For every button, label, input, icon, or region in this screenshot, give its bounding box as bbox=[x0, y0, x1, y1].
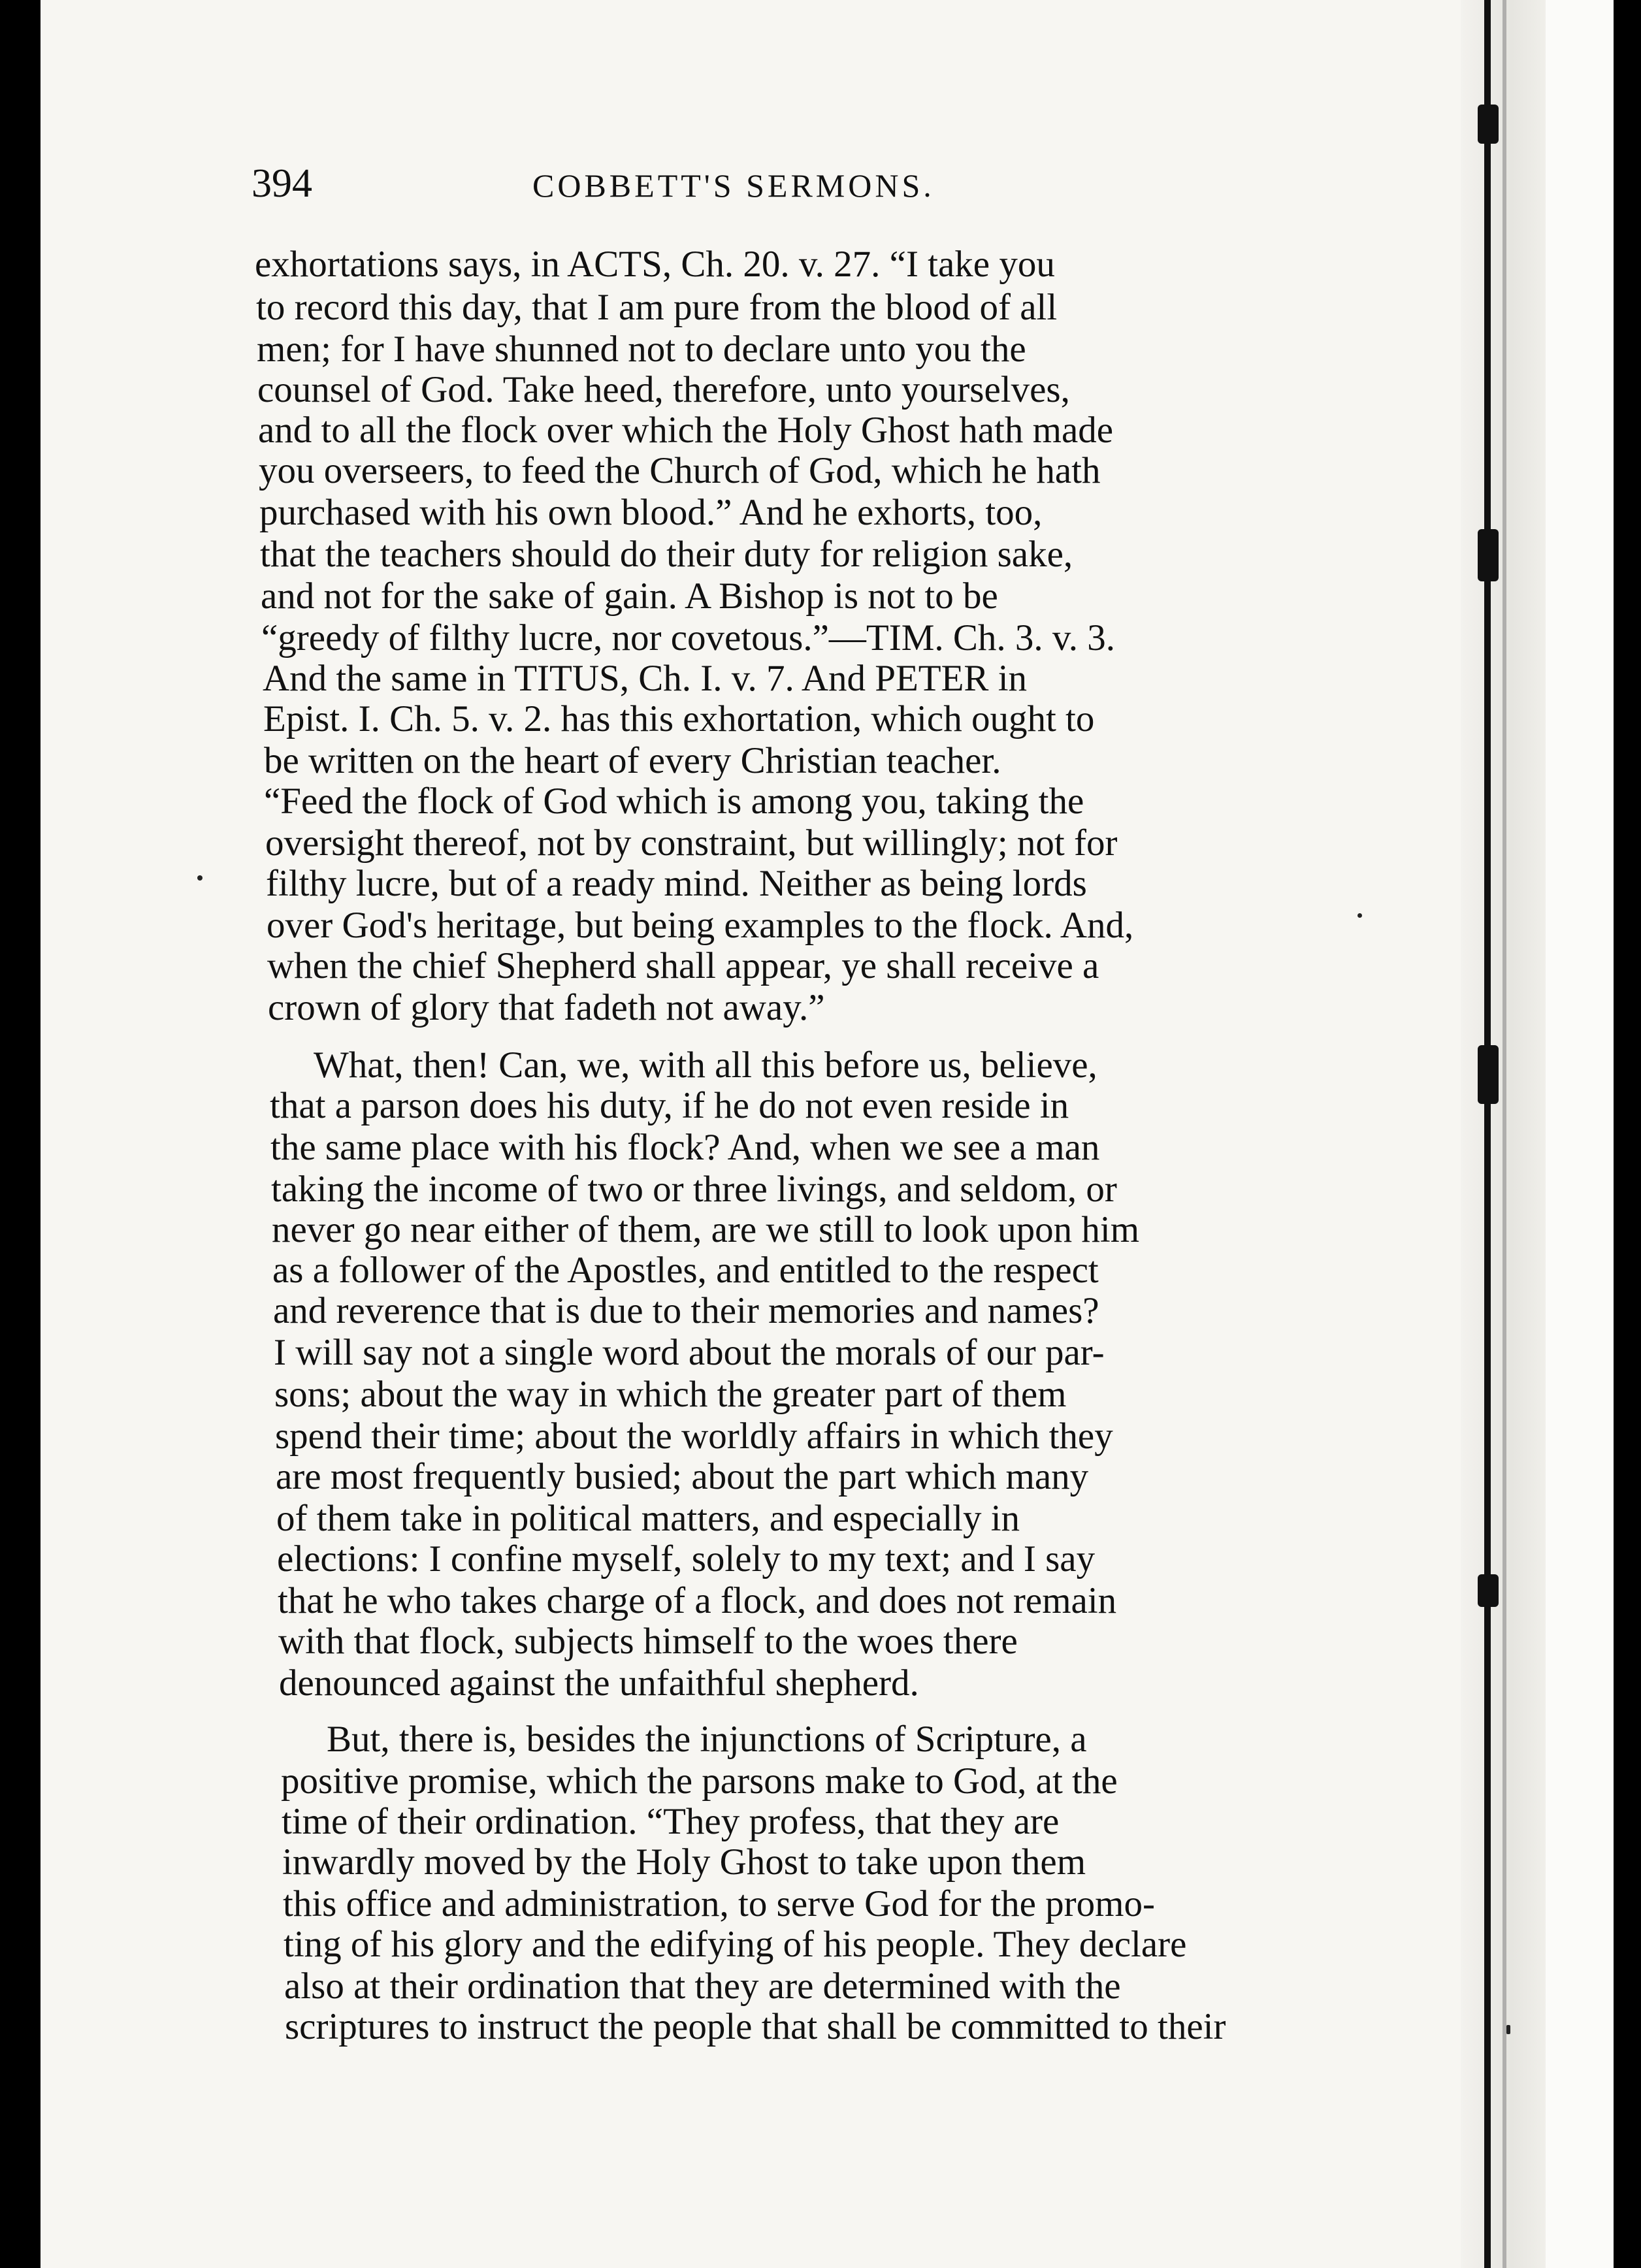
text-line: crown of glory that fadeth not away.” bbox=[268, 987, 825, 1028]
text-line: I will say not a single word about the morals of our par- bbox=[274, 1332, 1105, 1373]
text-line: never go near either of them, are we still to look upon him bbox=[272, 1209, 1140, 1250]
text-line: counsel of God. Take heed, therefore, unto yourselves, bbox=[257, 369, 1070, 410]
text-line: to record this day, that I am pure from the blood of all bbox=[256, 287, 1058, 328]
text-line: be written on the heart of every Christian teacher. bbox=[264, 740, 1001, 781]
binding-stitch bbox=[1478, 1574, 1499, 1607]
text-line: purchased with his own blood.” And he exhorts, too, bbox=[259, 492, 1043, 533]
text-line: this office and administration, to serve God for the promo- bbox=[283, 1883, 1155, 1924]
text-line: you overseers, to feed the Church of God, which he hath bbox=[259, 450, 1101, 491]
text-line: And the same in TITUS, Ch. I. v. 7. And PETER in bbox=[263, 658, 1028, 699]
text-line: and not for the sake of gain. A Bishop is not to be bbox=[261, 575, 998, 617]
ink-speck bbox=[197, 875, 203, 881]
facing-page-edge bbox=[1546, 0, 1614, 2268]
text-line: with that flock, subjects himself to the woes there bbox=[278, 1621, 1018, 1662]
text-line: over God's heritage, but being examples to the flock. And, bbox=[267, 905, 1134, 946]
text-line: denounced against the unfaithful shepherd. bbox=[279, 1662, 919, 1704]
page-number: 394 bbox=[252, 161, 312, 206]
text-line: sons; about the way in which the greater part of them bbox=[274, 1374, 1067, 1415]
text-line: of them take in political matters, and especially in bbox=[276, 1498, 1020, 1539]
ink-speck bbox=[1357, 913, 1362, 918]
text-line: oversight thereof, not by constraint, but willingly; not for bbox=[265, 822, 1118, 864]
text-line: and to all the flock over which the Holy Ghost hath made bbox=[258, 410, 1114, 451]
binding-stitch bbox=[1478, 1045, 1499, 1104]
text-line: filthy lucre, but of a ready mind. Neither as being lords bbox=[266, 863, 1087, 904]
text-line: “Feed the flock of God which is among you, taking the bbox=[264, 781, 1084, 822]
page-header bbox=[252, 154, 1349, 226]
text-line: time of their ordination. “They profess, that they are bbox=[282, 1801, 1060, 1842]
text-line: men; for I have shunned not to declare unto you the bbox=[257, 329, 1026, 370]
text-line: as a follower of the Apostles, and entitled to the respect bbox=[272, 1250, 1099, 1291]
text-line: also at their ordination that they are determined with the bbox=[284, 1966, 1121, 2007]
text-line: that a parson does his duty, if he do not even reside in bbox=[270, 1085, 1069, 1126]
text-line: positive promise, which the parsons make to God, at the bbox=[281, 1760, 1118, 1802]
text-line: But, there is, besides the injunctions of Scripture, a bbox=[327, 1719, 1087, 1760]
text-line: “greedy of filthy lucre, nor covetous.”—TIM. Ch. 3. v. 3. bbox=[261, 617, 1115, 658]
text-line: What, then! Can, we, with all this before us, believe, bbox=[314, 1045, 1097, 1086]
gutter-shadow-line bbox=[1484, 0, 1491, 2268]
text-line: elections: I confine myself, solely to my text; and I say bbox=[277, 1538, 1096, 1580]
text-line: when the chief Shepherd shall appear, ye shall receive a bbox=[267, 945, 1099, 986]
binding-stitch bbox=[1478, 529, 1499, 581]
text-line: Epist. I. Ch. 5. v. 2. has this exhortation, which ought to bbox=[263, 698, 1095, 739]
gutter-fold-line bbox=[1503, 0, 1506, 2268]
text-line: are most frequently busied; about the part which many bbox=[276, 1456, 1089, 1497]
text-line: exhortations says, in ACTS, Ch. 20. v. 27. “I take you bbox=[255, 244, 1055, 285]
running-head: COBBETT'S SERMONS. bbox=[532, 167, 935, 204]
text-line: that the teachers should do their duty for religion sake, bbox=[260, 534, 1073, 575]
text-line: spend their time; about the worldly affairs in which they bbox=[275, 1416, 1113, 1457]
text-line: taking the income of two or three livings, and seldom, or bbox=[271, 1169, 1117, 1210]
text-line: the same place with his flock? And, when we see a man bbox=[270, 1127, 1100, 1168]
text-line: that he who takes charge of a flock, and does not remain bbox=[278, 1580, 1117, 1621]
text-line: inwardly moved by the Holy Ghost to take upon them bbox=[282, 1841, 1086, 1883]
ink-speck bbox=[1506, 2025, 1510, 2034]
binding-stitch bbox=[1478, 105, 1499, 144]
text-line: and reverence that is due to their memories and names? bbox=[273, 1290, 1099, 1331]
text-line: scriptures to instruct the people that shall be committed to their bbox=[285, 2006, 1226, 2047]
text-line: ting of his glory and the edifying of his people. They declare bbox=[284, 1924, 1187, 1965]
